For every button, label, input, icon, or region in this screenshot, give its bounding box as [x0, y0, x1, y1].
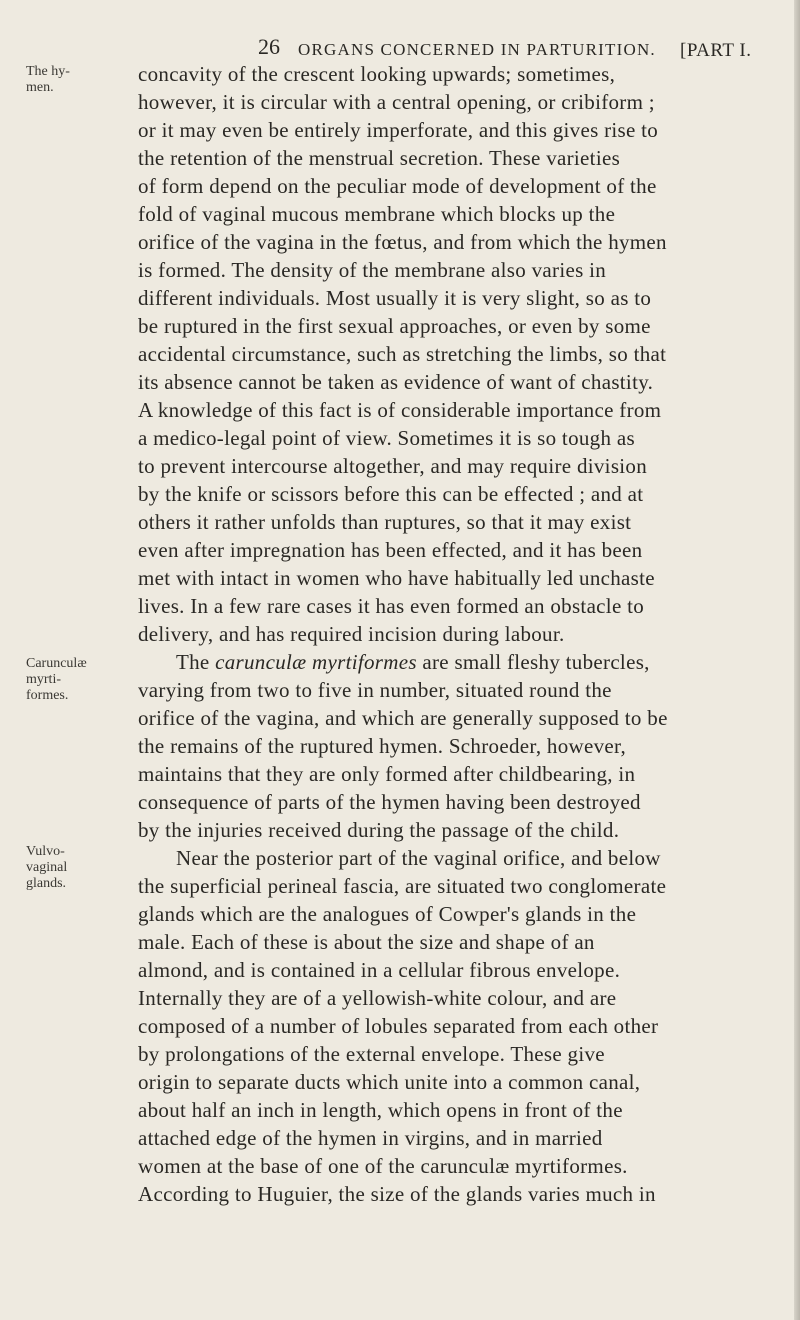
text-line: almond, and is contained in a cellular fibrous envelope.: [138, 958, 621, 982]
margin-note-line: glands.: [26, 876, 67, 891]
part-label: [PART I.: [680, 40, 752, 61]
margin-note-vulvo-vaginal: [26, 844, 110, 892]
text-line: to prevent intercourse altogether, and may require division: [138, 454, 648, 478]
text-line: its absence cannot be taken as evidence of want of chastity.: [138, 370, 654, 394]
text-line: even after impregnation has been effected, and it has been: [138, 538, 643, 562]
page-number: 26: [258, 34, 280, 59]
text-line: different individuals. Most usually it is very slight, so as to: [138, 286, 652, 310]
margin-note-line: formes.: [26, 688, 69, 703]
margin-note-line: Carunculæ: [26, 656, 87, 671]
text-run: The: [176, 650, 216, 674]
text-line: glands which are the analogues of Cowper's glands in the: [138, 902, 637, 926]
text-line: Internally they are of a yellowish-white colour, and are: [138, 986, 617, 1010]
text-line: origin to separate ducts which unite into a common canal,: [138, 1070, 641, 1094]
page-edge-shadow: [794, 0, 800, 1320]
running-title: ORGANS CONCERNED IN PARTURITION.: [298, 40, 656, 59]
text-line: fold of vaginal mucous membrane which blocks up the: [138, 202, 616, 226]
text-line: the superficial perineal fascia, are situated two conglomerate: [138, 874, 667, 898]
text-run: are small fleshy tubercles,: [416, 650, 650, 674]
text-line: however, it is circular with a central opening, or cribiform ;: [138, 90, 655, 114]
margin-note-line: The hy-: [26, 64, 70, 79]
margin-note-carunculae: [26, 656, 110, 704]
text-line: maintains that they are only formed after childbearing, in: [138, 762, 636, 786]
margin-note-line: vaginal: [26, 860, 68, 875]
margin-note-line: Vulvo-: [26, 844, 65, 859]
text-line: of form depend on the peculiar mode of development of the: [138, 174, 657, 198]
text-line: a medico-legal point of view. Sometimes it is so tough as: [138, 426, 635, 450]
margin-note-hymen: [26, 64, 110, 96]
text-line: lives. In a few rare cases it has even formed an obstacle to: [138, 594, 645, 618]
text-line: or it may even be entirely imperforate, and this gives rise to: [138, 118, 659, 142]
text-line: composed of a number of lobules separated from each other: [138, 1014, 659, 1038]
text-line: about half an inch in length, which opens in front of the: [138, 1098, 623, 1122]
text-line: be ruptured in the first sexual approaches, or even by some: [138, 314, 651, 338]
text-line: the retention of the menstrual secretion. These varieties: [138, 146, 621, 170]
text-line: the remains of the ruptured hymen. Schroeder, however,: [138, 734, 627, 758]
text-line: accidental circumstance, such as stretching the limbs, so that: [138, 342, 667, 366]
text-line: [138, 648, 796, 676]
text-line: others it rather unfolds than ruptures, so that it may exist: [138, 510, 632, 534]
text-line: varying from two to five in number, situated round the: [138, 678, 612, 702]
paragraph-vulvo-vaginal-glands: [138, 844, 796, 1208]
text-line: Near the posterior part of the vaginal orifice, and below: [176, 846, 661, 870]
text-line: by prolongations of the external envelope. These give: [138, 1042, 605, 1066]
text-line: is formed. The density of the membrane also varies in: [138, 258, 607, 282]
text-line: consequence of parts of the hymen having been destroyed: [138, 790, 641, 814]
text-line: met with intact in women who have habitually led unchaste: [138, 566, 655, 590]
body-text: [138, 60, 796, 1208]
italic-term: carunculæ myrtiformes: [215, 650, 417, 674]
margin-note-line: men.: [26, 80, 54, 95]
text-line: A knowledge of this fact is of considerable importance from: [138, 398, 662, 422]
text-line: delivery, and has required incision during labour.: [138, 622, 565, 646]
text-line: by the knife or scissors before this can be effected ; and at: [138, 482, 644, 506]
text-line: orifice of the vagina, and which are generally supposed to be: [138, 706, 668, 730]
text-line: According to Huguier, the size of the glands varies much in: [138, 1182, 656, 1206]
text-line: concavity of the crescent looking upwards; sometimes,: [138, 62, 616, 86]
paragraph-carunculae: [138, 648, 796, 844]
margin-note-line: myrti-: [26, 672, 61, 687]
text-line: women at the base of one of the carunculæ myrtiformes.: [138, 1154, 628, 1178]
text-line: attached edge of the hymen in virgins, and in married: [138, 1126, 603, 1150]
text-line: male. Each of these is about the size and shape of an: [138, 930, 595, 954]
text-line: orifice of the vagina in the fœtus, and from which the hymen: [138, 230, 667, 254]
text-line: by the injuries received during the passage of the child.: [138, 818, 620, 842]
paragraph-hymen: [138, 60, 796, 648]
